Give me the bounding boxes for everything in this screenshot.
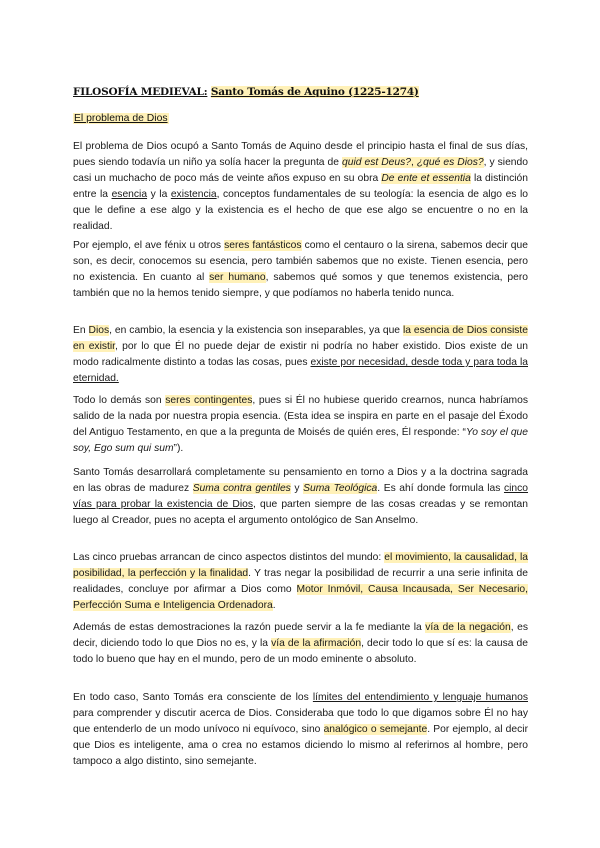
paragraph-5: Santo Tomás desarrollará completamente su pensamiento en torno a Dios y a la doctrina sagrada en las obras de madurez Suma contra gentiles y Suma Teológica. Es ahí donde formula las cinco vías para probar la existencia de Dios, que parten siempre de las cosas creadas y se remontan luego al Creador, pues no acepta el argumento ontológico de San Anselmo. — [73, 467, 529, 526]
section-heading: El problema de Dios — [74, 113, 168, 124]
paragraph-3: En Dios, en cambio, la esencia y la existencia son inseparables, ya que la esencia de Dios consiste en existir, por lo que Él no puede dejar de existir ni podría no haber existido. Dios existe de un modo radicalmente distinto a todas las cosas, pues existe por necesidad, desde toda y para toda la eternidad. — [73, 325, 529, 384]
title-subject: FILOSOFÍA MEDIEVAL: — [73, 86, 208, 98]
paragraph-7: Además de estas demostraciones la razón puede servir a la fe mediante la vía de la negación, es decir, diciendo todo lo que Dios no es, y la vía de la afirmación, decir todo lo que sí es: la causa de todo lo bueno que hay en el mundo, pero de un modo eminente o absoluto. — [73, 622, 528, 665]
paragraph-1: El problema de Dios ocupó a Santo Tomás de Aquino desde el principio hasta el final de sus días, pues siendo todavía un niño ya solía hacer la pregunta de quid est Deus?, ¿qué es Dios?, y siendo casi un muchacho de poco más de veinte años expuso en su obra De ente et essentia la distinción entre la esencia y la existencia, conceptos fundamentales de su teología: la esencia de algo es lo que le define a ese algo y la existencia es el hecho de que ese algo se encuentre o no en la realidad. — [73, 141, 528, 232]
paragraph-2: Por ejemplo, el ave fénix u otros seres fantásticos como el centauro o la sirena, sabemos decir que son, es decir, conocemos su esencia, pero también sabemos que no existe. Tienen esencia, pero no existencia. En cuanto al ser humano, sabemos qué somos y que tenemos existencia, pero también que no la hemos tenido siempre, y que podíamos no haberla tenido nunca. — [73, 240, 528, 299]
paragraph-8: En todo caso, Santo Tomás era consciente de los límites del entendimiento y lenguaje humanos para comprender y discutir acerca de Dios. Consideraba que todo lo que digamos sobre Él no hay que entenderlo de un modo unívoco ni equívoco, sino analógico o semejante. Por ejemplo, al decir que Dios es inteligente, ama o crea no estamos diciendo lo mismo al referirnos al hombre, pero tampoco a algo distinto, sino semejante. — [73, 692, 528, 767]
title-author: Santo Tomás de Aquino (1225-1274) — [210, 86, 419, 98]
document-title — [73, 86, 419, 98]
paragraph-4: Todo lo demás son seres contingentes, pues si Él no hubiese querido crearnos, nunca habríamos salido de la nada por nuestra propia esencia. (Esta idea se inspira en parte en el pasaje del Éxodo del Antiguo Testamento, en que a la pregunta de Moisés de quién eres, Él responde: “Yo soy el que soy, Ego sum qui sum”). — [73, 395, 529, 454]
paragraph-6: Las cinco pruebas arrancan de cinco aspectos distintos del mundo: el movimiento, la causalidad, la posibilidad, la perfección y la finalidad. Y tras negar la posibilidad de recurrir a una serie infinita de realidades, concluye por afirmar a Dios como Motor Inmóvil, Causa Incausada, Ser Necesario, Perfección Suma e Inteligencia Ordenadora. — [73, 552, 529, 611]
